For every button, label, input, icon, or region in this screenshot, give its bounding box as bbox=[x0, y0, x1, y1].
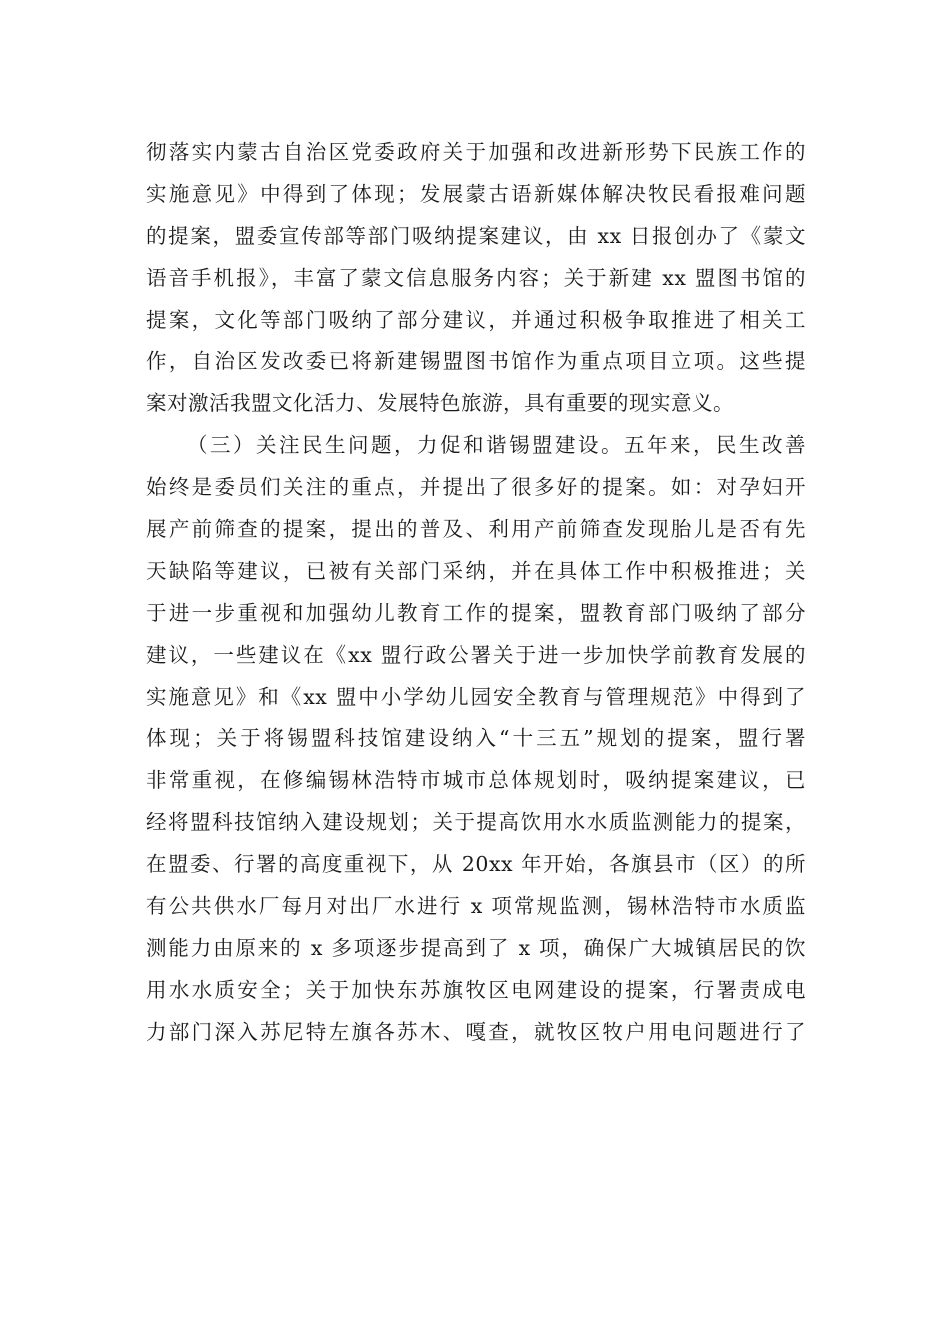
text-line: 提案，文化等部门吸纳了部分建议，并通过积极争取推进了相关工 bbox=[146, 307, 806, 332]
text-line: 建议，一些建议在《xx 盟行政公署关于进一步加快学前教育发展的 bbox=[146, 642, 806, 667]
text-line: 于进一步重视和加强幼儿教育工作的提案，盟教育部门吸纳了部分 bbox=[146, 600, 806, 625]
text-line: 语音手机报》，丰富了蒙文信息服务内容；关于新建 xx 盟图书馆的 bbox=[146, 265, 806, 290]
text-line: 测能力由原来的 x 多项逐步提高到了 x 项，确保广大城镇居民的饮 bbox=[146, 935, 806, 960]
text-line: 在盟委、行署的高度重视下，从 20xx 年开始，各旗县市（区）的所 bbox=[146, 852, 806, 877]
text-line: 的提案，盟委宣传部等部门吸纳提案建议，由 xx 日报创办了《蒙文 bbox=[146, 223, 806, 248]
text-line: 经将盟科技馆纳入建设规划；关于提高饮用水水质监测能力的提案， bbox=[146, 810, 806, 835]
text-line: 始终是委员们关注的重点，并提出了很多好的提案。如：对孕妇开 bbox=[146, 475, 806, 500]
text-line: 体现；关于将锡盟科技馆建设纳入“十三五”规划的提案，盟行署 bbox=[146, 726, 806, 751]
text-line: 用水水质安全；关于加快东苏旗牧区电网建设的提案，行署责成电 bbox=[146, 977, 806, 1002]
section-heading-line: （三）关注民生问题，力促和谐锡盟建设。五年来，民生改善 bbox=[187, 433, 806, 458]
text-line: 有公共供水厂每月对出厂水进行 x 项常规监测，锡林浩特市水质监 bbox=[146, 894, 806, 919]
text-line: 展产前筛查的提案，提出的普及、利用产前筛查发现胎儿是否有先 bbox=[146, 517, 806, 542]
text-line: 实施意见》和《xx 盟中小学幼儿园安全教育与管理规范》中得到了 bbox=[146, 684, 806, 709]
text-line: 非常重视，在修编锡林浩特市城市总体规划时，吸纳提案建议，已 bbox=[146, 768, 806, 793]
text-line: 实施意见》中得到了体现；发展蒙古语新媒体解决牧民看报难问题 bbox=[146, 181, 806, 206]
text-line: 力部门深入苏尼特左旗各苏木、嘎查，就牧区牧户用电问题进行了 bbox=[146, 1019, 806, 1044]
body-text bbox=[146, 132, 806, 1054]
text-line: 作，自治区发改委已将新建锡盟图书馆作为重点项目立项。这些提 bbox=[146, 349, 806, 374]
text-line: 彻落实内蒙古自治区党委政府关于加强和改进新形势下民族工作的 bbox=[146, 140, 806, 164]
text-line: 案对激活我盟文化活力、发展特色旅游，具有重要的现实意义。 bbox=[146, 391, 734, 416]
text-line: 天缺陷等建议，已被有关部门采纳，并在具体工作中积极推进；关 bbox=[146, 558, 806, 583]
